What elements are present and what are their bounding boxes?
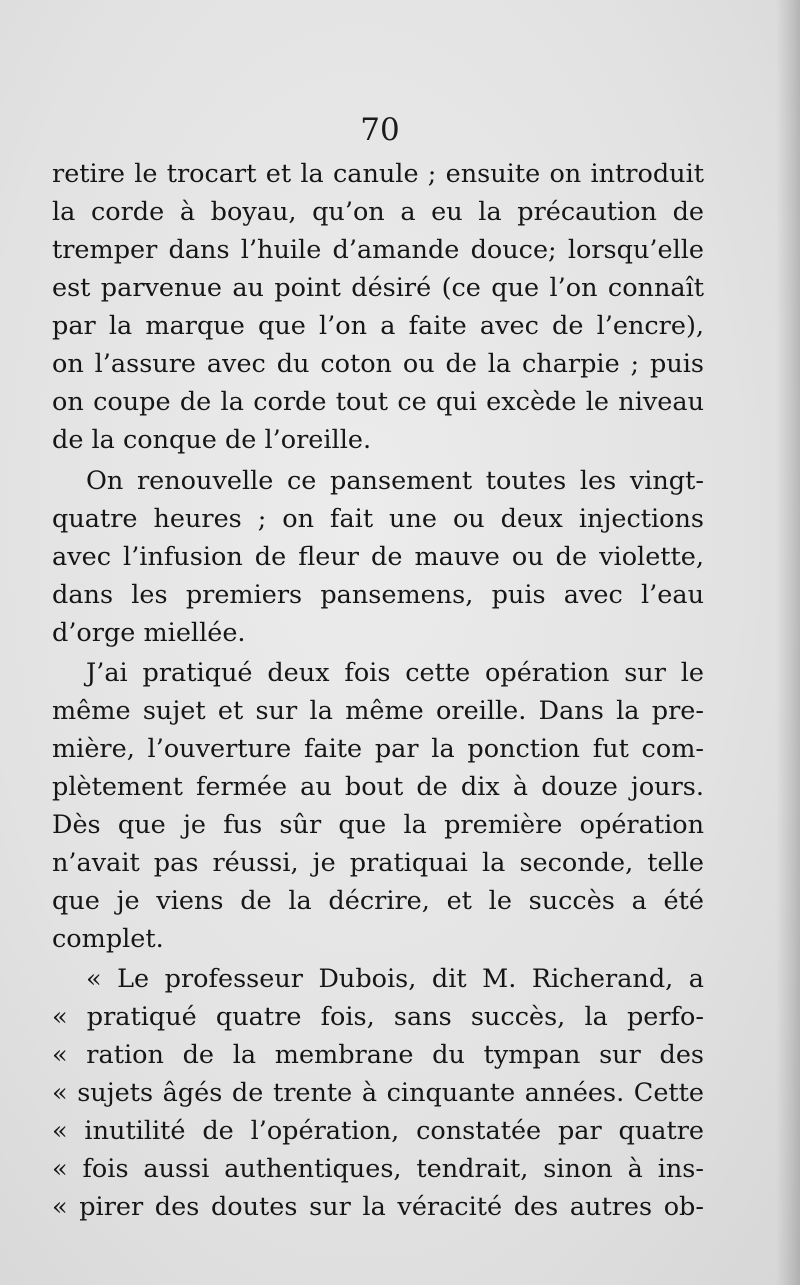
quote-line: « fois aussi authentiques, tendrait, sinon à ins- (52, 1154, 704, 1184)
text-line: on l’assure avec du coton ou de la charpie ; puis (52, 349, 704, 379)
text-line: on coupe de la corde tout ce qui excède le niveau (52, 387, 704, 417)
text-line: de la conque de l’oreille. (52, 425, 372, 455)
text-line: tremper dans l’huile d’amande douce; lorsqu’elle (52, 235, 704, 265)
text-line: que je viens de la décrire, et le succès a été (52, 886, 704, 916)
text-line: d’orge miellée. (52, 618, 246, 648)
page-number: 70 (360, 112, 400, 148)
text-line: n’avait pas réussi, je pratiquai la seconde, telle (52, 848, 704, 878)
page-edge-shadow (776, 0, 800, 1285)
quote-line: « pratiqué quatre fois, sans succès, la perfo- (52, 1002, 704, 1032)
text-line: plètement fermée au bout de dix à douze jours. (52, 772, 704, 802)
text-line: avec l’infusion de fleur de mauve ou de violette, (52, 542, 704, 572)
text-line: mière, l’ouverture faite par la ponction fut com- (52, 734, 704, 764)
quote-line: « Le professeur Dubois, dit M. Richerand, a (86, 964, 704, 994)
text-line: par la marque que l’on a faite avec de l’encre), (52, 311, 704, 341)
text-line: quatre heures ; on fait une ou deux injections (52, 504, 704, 534)
text-line: On renouvelle ce pansement toutes les vingt- (86, 466, 704, 496)
text-line: complet. (52, 924, 164, 954)
text-line: la corde à boyau, qu’on a eu la précaution de (52, 197, 704, 227)
text-line: Dès que je fus sûr que la première opération (52, 810, 704, 840)
quote-line: « ration de la membrane du tympan sur des (52, 1040, 704, 1070)
text-line: dans les premiers pansemens, puis avec l’eau (52, 580, 704, 610)
quote-line: « inutilité de l’opération, constatée par quatre (52, 1116, 704, 1146)
quote-line: « pirer des doutes sur la véracité des autres ob- (52, 1192, 704, 1222)
text-line: J’ai pratiqué deux fois cette opération sur le (86, 658, 704, 688)
text-line: retire le trocart et la canule ; ensuite on introduit (52, 159, 704, 189)
quote-line: « sujets âgés de trente à cinquante années. Cette (52, 1078, 704, 1108)
text-line: même sujet et sur la même oreille. Dans la pre- (52, 696, 704, 726)
text-line: est parvenue au point désiré (ce que l’on connaît (52, 273, 704, 303)
